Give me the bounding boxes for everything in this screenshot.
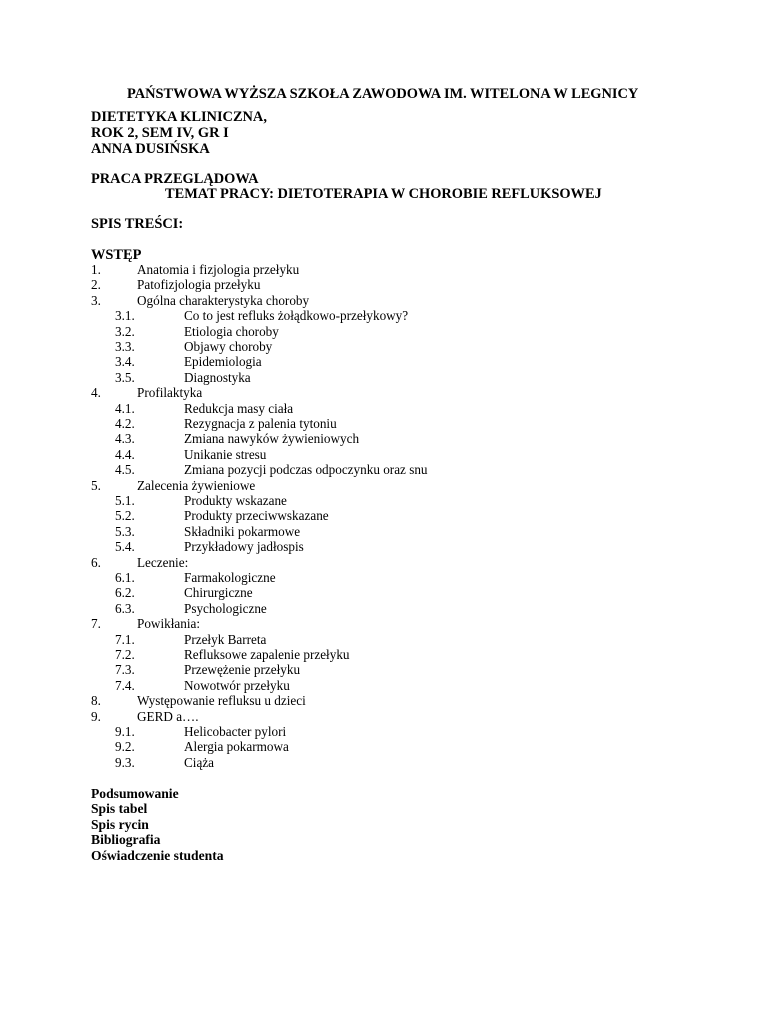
toc-entry-number: 6.2.	[115, 585, 135, 601]
toc-entry-number: 5.3.	[115, 523, 135, 539]
toc-entry-number: 4.4.	[115, 446, 135, 462]
program-name: DIETETYKA KLINICZNA,	[91, 109, 267, 125]
toc-entry-number: 8.	[91, 693, 101, 709]
toc-entry-title: Produkty wskazane	[184, 493, 287, 508]
toc-entry-number: 5.	[91, 477, 101, 493]
toc-entry-number: 7.	[91, 616, 101, 632]
endmatter-item: Bibliografia	[91, 832, 161, 848]
toc-entry-title: Unikanie stresu	[184, 446, 267, 462]
toc-entry-title: Alergia pokarmowa	[184, 739, 289, 755]
toc-entry-number: 4.	[91, 385, 101, 401]
toc-entry-title: Profilaktyka	[137, 385, 203, 401]
toc-entry-number: 4.5.	[115, 462, 135, 478]
toc-entry-number: 7.4.	[115, 677, 135, 693]
toc-entry-title: Psychologiczne	[184, 600, 267, 616]
work-type: PRACA PRZEGLĄDOWA	[91, 171, 259, 187]
toc-entry-number: 3.2.	[115, 323, 135, 339]
toc-entry-number: 4.2.	[115, 416, 135, 431]
toc-entry-number: 9.2.	[115, 739, 135, 755]
work-topic: TEMAT PRACY: DIETOTERAPIA W CHOROBIE REFLUKSOWEJ	[165, 186, 602, 202]
toc-entry-number: 9.3.	[115, 754, 135, 770]
toc-entry-number: 9.	[91, 708, 101, 724]
toc-entry-number: 7.3.	[115, 662, 135, 678]
toc-entry-number: 9.1.	[115, 724, 135, 739]
toc-entry-title: Anatomia i fizjologia przełyku	[137, 262, 300, 277]
toc-entry-title: Rezygnacja z palenia tytoniu	[184, 416, 337, 431]
toc-entry-title: Objawy choroby	[184, 339, 273, 354]
toc-entry-title: Przykładowy jadłospis	[184, 539, 304, 555]
endmatter-item: Oświadczenie studenta	[91, 847, 224, 863]
toc-entry-title: Ogólna charakterystyka choroby	[137, 292, 310, 308]
toc-entry-title: Zalecenia żywieniowe	[137, 477, 256, 493]
toc-entry-number: 3.4.	[115, 354, 135, 370]
endmatter-item: Spis rycin	[91, 816, 149, 832]
toc-entry-number: 5.4.	[115, 539, 135, 555]
toc-entry-title: Nowotwór przełyku	[184, 677, 290, 693]
toc-entry-number: 5.1.	[115, 493, 135, 508]
toc-entry-title: Powikłania:	[137, 616, 201, 632]
toc-entry-title: Farmakologiczne	[184, 570, 276, 585]
toc-entry-number: 3.1.	[115, 308, 135, 324]
toc-entry-title: Przewężenie przełyku	[184, 662, 301, 678]
toc-entry-number: 3.	[91, 292, 101, 308]
toc-entry-number: 3.5.	[115, 369, 135, 385]
toc-entry-title: Patofizjologia przełyku	[137, 277, 261, 293]
toc-entry-number: 7.1.	[115, 631, 135, 647]
toc-entry-title: Ciąża	[184, 754, 215, 770]
toc-intro: WSTĘP	[91, 247, 142, 263]
author-name: ANNA DUSIŃSKA	[91, 141, 210, 157]
toc-entry-title: Produkty przeciwwskazane	[184, 508, 329, 524]
toc-entry-title: Zmiana nawyków żywieniowych	[184, 431, 360, 447]
toc-entry-title: Występowanie refluksu u dzieci	[137, 693, 306, 709]
toc-entry-title: Etiologia choroby	[184, 323, 279, 339]
toc-entry-title: GERD a….	[137, 708, 199, 724]
endmatter-item: Spis tabel	[91, 801, 148, 817]
study-year: ROK 2, SEM IV, GR I	[91, 125, 229, 141]
toc-entry-title: Refluksowe zapalenie przełyku	[184, 647, 350, 662]
toc-entry-title: Co to jest refluks żołądkowo-przełykowy?	[184, 308, 409, 324]
toc-heading: SPIS TREŚCI:	[91, 216, 184, 232]
toc-entry-number: 4.1.	[115, 400, 135, 416]
endmatter-item: Podsumowanie	[91, 786, 179, 801]
toc-entry-title: Redukcja masy ciała	[184, 400, 294, 416]
toc-entry-title: Przełyk Barreta	[184, 631, 267, 647]
toc-entry-title: Diagnostyka	[184, 369, 251, 385]
toc-entry-number: 6.3.	[115, 600, 135, 616]
toc-entry-number: 7.2.	[115, 647, 135, 662]
school-name: PAŃSTWOWA WYŻSZA SZKOŁA ZAWODOWA IM. WITELONA W LEGNICY	[127, 86, 639, 102]
toc-entry-title: Chirurgiczne	[184, 585, 253, 601]
toc-entry-number: 3.3.	[115, 339, 135, 354]
toc-entry-number: 5.2.	[115, 508, 135, 524]
toc-entry-number: 2.	[91, 277, 101, 293]
toc-entry-title: Składniki pokarmowe	[184, 523, 301, 539]
toc-entry-title: Epidemiologia	[184, 354, 262, 370]
toc-entry-title: Helicobacter pylori	[184, 724, 287, 739]
toc-entry-number: 6.1.	[115, 570, 135, 585]
toc-entry-title: Zmiana pozycji podczas odpoczynku oraz snu	[184, 462, 428, 478]
toc-entry-number: 4.3.	[115, 431, 135, 447]
toc-entry-title: Leczenie:	[137, 554, 189, 570]
toc-entry-number: 1.	[91, 262, 101, 277]
toc-entry-number: 6.	[91, 554, 101, 570]
